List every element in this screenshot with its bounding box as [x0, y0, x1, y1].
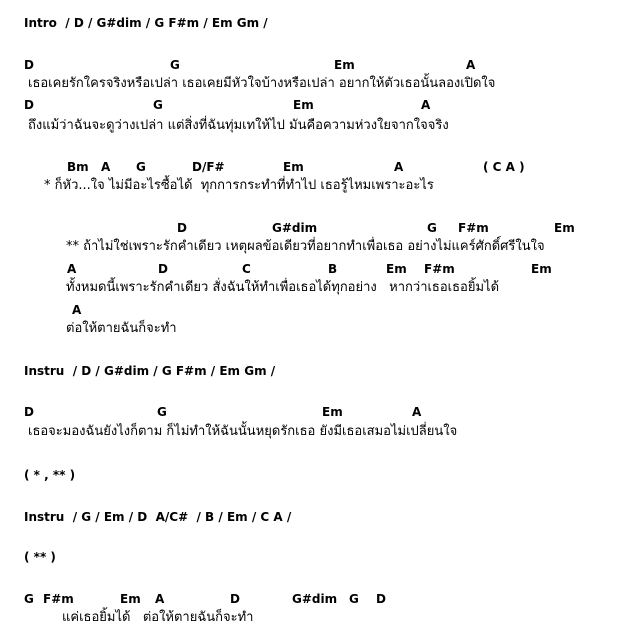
chord: Em — [386, 262, 407, 276]
chord: A — [67, 262, 77, 276]
chord: A — [394, 160, 404, 174]
lyric-line: แค่เธอยิ้มได้ ต่อให้ตายฉันก็จะทำ — [62, 610, 254, 625]
chord: Em — [531, 262, 552, 276]
chord: D — [158, 262, 168, 276]
chord: A — [421, 98, 431, 112]
chord: D — [177, 221, 187, 235]
lyric-line: ถึงแม้ว่าฉันจะดูว่างเปล่า แต่สิ่งที่ฉันทุ่มเทให้ไป มันคือความห่วงใยจากใจจริง — [28, 118, 449, 133]
chord: ( C A ) — [483, 160, 525, 174]
lyric-line: เธอจะมองฉันยังไงก็ตาม ก็ไม่ทำให้ฉันนั้นหยุดรักเธอ ยังมีเธอเสมอไม่เปลี่ยนใจ — [28, 424, 458, 439]
chord: G — [24, 592, 34, 606]
chord: G — [349, 592, 359, 606]
chord: D — [230, 592, 240, 606]
chord: F#m — [43, 592, 74, 606]
chord: G — [136, 160, 146, 174]
chord: G#dim — [272, 221, 318, 235]
chord: G — [427, 221, 437, 235]
lyric-line: ทั้งหมดนี้เพราะรักคำเดียว สั่งฉันให้ทำเพื่อเธอได้ทุกอย่าง หากว่าเธอเธอยิ้มได้ — [66, 280, 500, 295]
chord: B — [328, 262, 338, 276]
chord: D — [24, 405, 34, 419]
instrumental-line: Instru / D / G#dim / G F#m / Em Gm / — [24, 364, 276, 378]
chord: G — [157, 405, 167, 419]
chord: Em — [293, 98, 314, 112]
chord: Em — [334, 58, 355, 72]
chord: F#m — [424, 262, 455, 276]
chord: G — [153, 98, 163, 112]
chord: A — [412, 405, 422, 419]
chord: A — [155, 592, 165, 606]
chord: A — [72, 303, 82, 317]
chord: Em — [120, 592, 141, 606]
repeat-marker: ( ** ) — [24, 550, 56, 564]
instrumental-line: Instru / G / Em / D A/C# / B / Em / C A / — [24, 510, 292, 524]
chord: D — [376, 592, 386, 606]
chord: A — [101, 160, 111, 174]
chord: Em — [322, 405, 343, 419]
chord: Em — [554, 221, 575, 235]
lyric-line: ** ถ้าไม่ใช่เพราะรักคำเดียว เหตุผลข้อเดียวที่อยากทำเพื่อเธอ อย่างไม่แคร์ศักดิ์ศรีในใจ — [66, 239, 545, 254]
intro-line: Intro / D / G#dim / G F#m / Em Gm / — [24, 16, 268, 30]
chord: D/F# — [192, 160, 225, 174]
lyric-line: * ก็หัว...ใจ ไม่มีอะไรซื้อได้ ทุกการกระทำที่ทำไป เธอรู้ไหมเพราะอะไร — [44, 178, 434, 193]
lyric-line: เธอเคยรักใครจริงหรือเปล่า เธอเคยมีหัวใจบ้างหรือเปล่า อยากให้ตัวเธอนั้นลองเปิดใจ — [28, 76, 496, 91]
chord: D — [24, 58, 34, 72]
chord: Em — [283, 160, 304, 174]
chord: A — [466, 58, 476, 72]
chord: D — [24, 98, 34, 112]
chord: G — [170, 58, 180, 72]
repeat-marker: ( * , ** ) — [24, 468, 76, 482]
chord: C — [242, 262, 251, 276]
chord: Bm — [67, 160, 89, 174]
chord: F#m — [458, 221, 489, 235]
chord: G#dim — [292, 592, 338, 606]
lyric-line: ต่อให้ตายฉันก็จะทำ — [66, 321, 177, 336]
